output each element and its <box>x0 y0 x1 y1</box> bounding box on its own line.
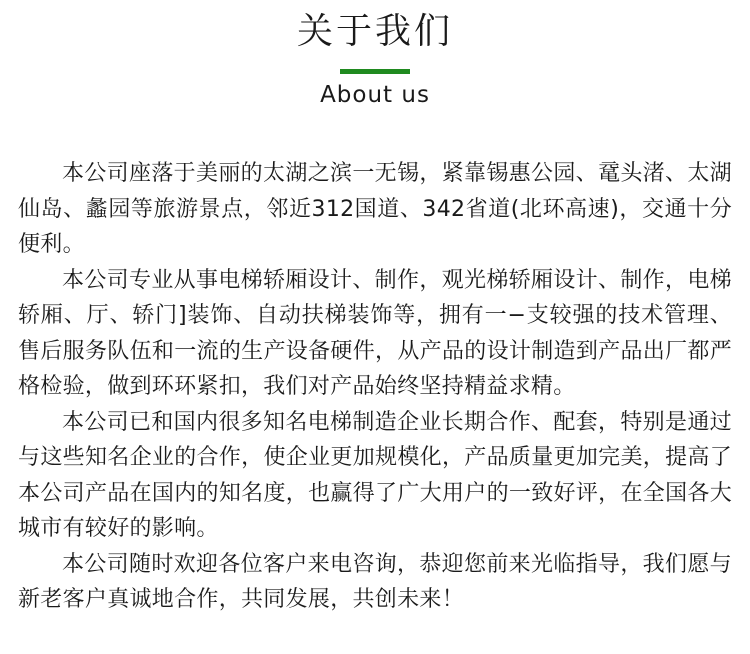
title-accent-bar <box>340 69 410 74</box>
paragraph-welcome: 本公司随时欢迎各位客户来电咨询，恭迎您前来光临指导，我们愿与新老客户真诚地合作，共同发展，共创未来！ <box>18 551 732 612</box>
about-content <box>18 156 732 618</box>
page-subtitle: About us <box>320 82 430 108</box>
paragraph-partners: 本公司已和国内很多知名电梯制造企业长期合作、配套，特别是通过与这些知名企业的合作，使企业更加规模化，产品质量更加完美，提高了本公司产品在国内的知名度，也赢得了广大用户的一致好评，在全国各大城市有较好的影响。 <box>18 409 732 541</box>
page-title: 关于我们 <box>296 11 453 52</box>
paragraph-business: 本公司专业从事电梯轿厢设计、制作，观光梯轿厢设计、制作，电梯轿厢、厅、轿门]装饰、自动扶梯装饰等，拥有一−支较强的技术管理、售后服务队伍和一流的生产设备硬件，从产品的设计制造到产品出厂都严格检验，做到环环紧扣，我们对产品始终坚持精益求精。 <box>18 267 732 399</box>
paragraph-location: 本公司座落于美丽的太湖之滨一无锡，紧靠锡惠公园、鼋头渚、太湖仙岛、蠡园等旅游景点，邻近312国道、342省道(北环高速)，交通十分便利。 <box>18 161 732 257</box>
